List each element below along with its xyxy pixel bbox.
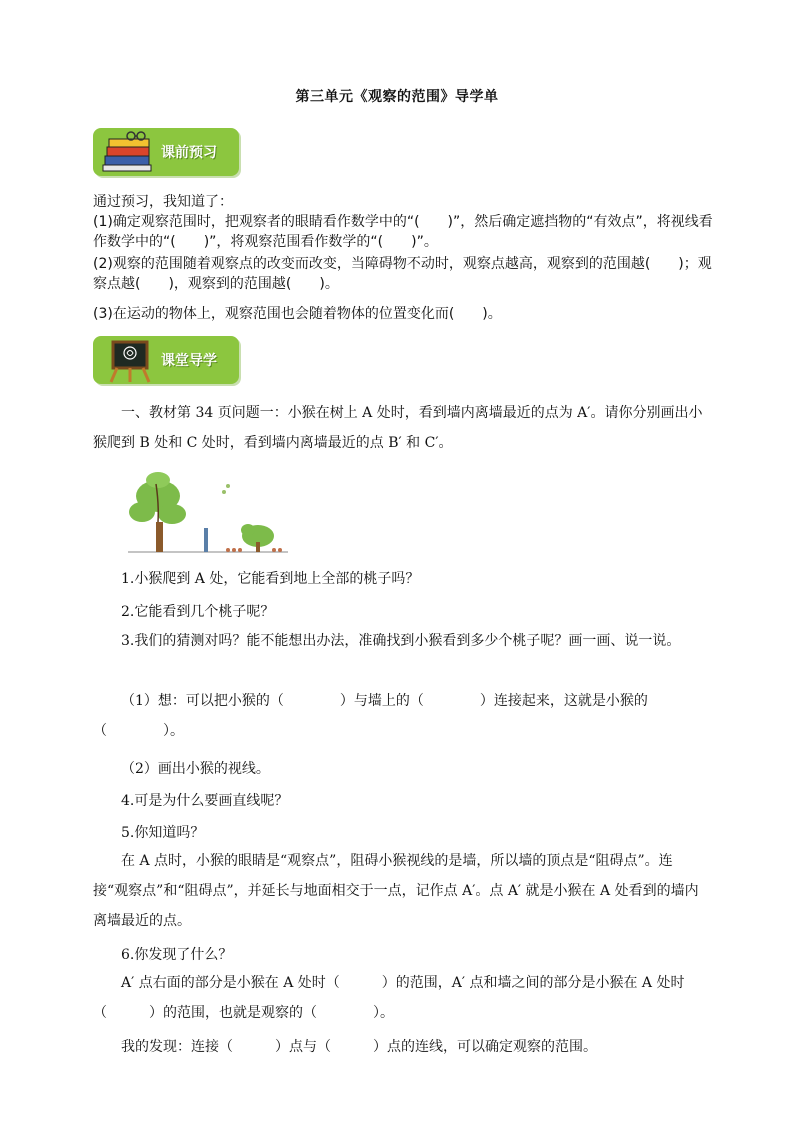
question-1: 1.小猴爬到 A 处，它能看到地上全部的桃子吗？: [121, 571, 420, 587]
banner-label: 课前预习: [161, 145, 217, 161]
preview-item-3: (3)在运动的物体上，观察范围也会随着物体的位置变化而( )。: [93, 306, 502, 322]
monkey-tree-wall-illustration: [128, 472, 288, 556]
question-6: 6.你发现了什么？: [121, 947, 233, 963]
preview-item-2: (2)观察的范围随着观察点的改变而改变，当障碍物不动时，观察点越高，观察到的范围越( )；观察点越( )，观察到的范围越( )。: [93, 256, 712, 292]
question-4: 4.可是为什么要画直线呢？: [121, 793, 289, 809]
preview-intro: 通过预习，我知道了：: [93, 194, 233, 210]
question-5: 5.你知道吗？: [121, 825, 205, 841]
question-3: 3.我们的猜测对吗？能不能想出办法，准确找到小猴看到多少个桃子呢？画一画、说一说。: [121, 633, 681, 649]
section-1-text: 一、教材第 34 页问题一：小猴在树上 A 处时，看到墙内离墙最近的点为 A′。请你分别画出小猴爬到 B 处和 C 处时，看到墙内离墙最近的点 B′ 和 C′。: [93, 405, 703, 451]
page-title: 第三单元《观察的范围》导学单: [295, 89, 499, 105]
books-glasses-icon: [101, 130, 157, 176]
preview-item-1: (1)确定观察范围时，把观察者的眼睛看作数学中的“( )”，然后确定遮挡物的“有效点”，将视线看作数学中的“( )”，将观察范围看作数学的“( )”。: [93, 214, 713, 250]
question-6-text: A′ 点右面的部分是小猴在 A 处时（ ）的范围，A′ 点和墙之间的部分是小猴在 A 处时（ ）的范围，也就是观察的（ ）。: [93, 975, 685, 1021]
blackboard-icon: [101, 338, 157, 384]
banner-label: 课堂导学: [161, 353, 217, 369]
question-3-2: （2）画出小猴的视线。: [121, 761, 270, 777]
question-3-1: （1）想：可以把小猴的（ ）与墙上的（ ）连接起来，这就是小猴的（ ）。: [93, 693, 648, 739]
question-2: 2.它能看到几个桃子呢？: [121, 604, 275, 620]
my-finding: 我的发现：连接（ ）点与（ ）点的连线，可以确定观察的范围。: [121, 1039, 597, 1055]
preview-banner: [93, 128, 239, 176]
question-5-text: 在 A 点时，小猴的眼睛是“观察点”，阻碍小猴视线的是墙，所以墙的顶点是“阻碍点”。连接“观察点”和“阻碍点”，并延长与地面相交于一点，记作点 A′。点 A′ 就是小猴在 A 处看到的墙内离墙最近的点。: [93, 853, 699, 929]
class-guide-banner: [93, 336, 239, 384]
